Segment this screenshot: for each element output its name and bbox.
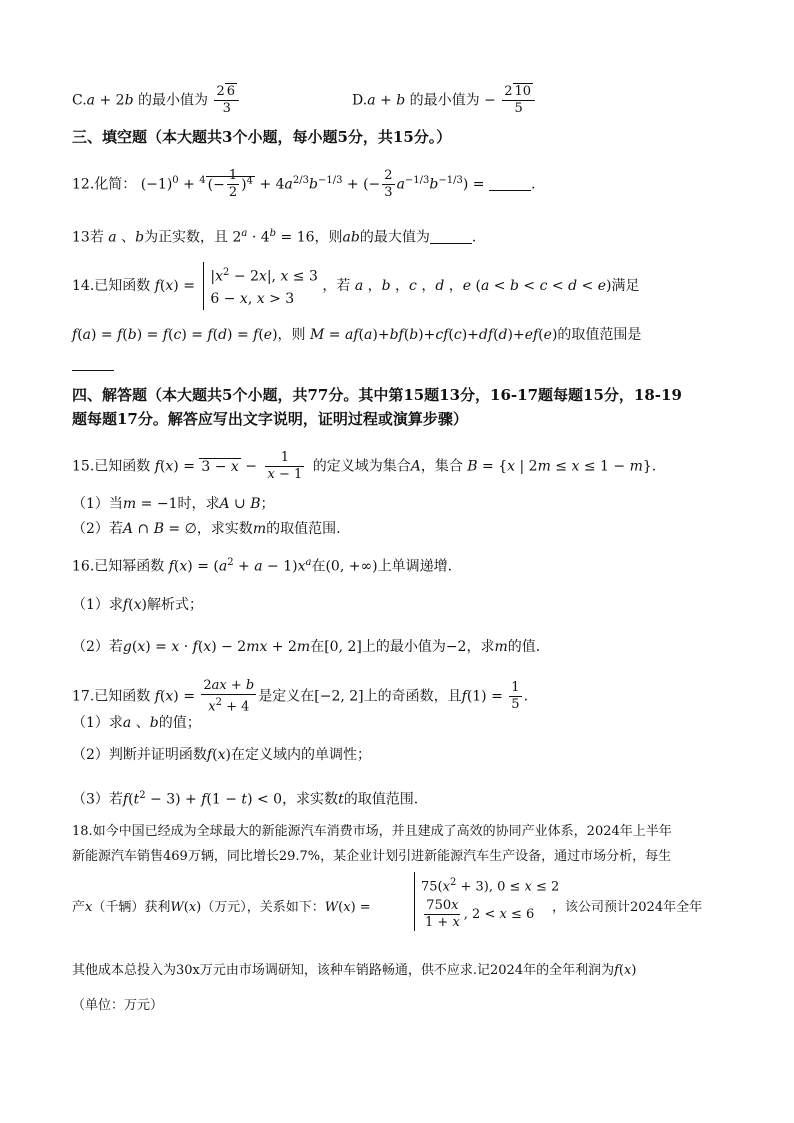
question-12: 12.化简： $(-1)^0 + ^4$ (− $\frac{1}{2}$ )$^4 + 4a^{2/3}b^{-1/3}$ + (− $\frac{2}{3}$ $a^{-1/3}b^{-1/3}$) = . — [72, 168, 536, 200]
question-18-line5: （单位：万元） — [72, 998, 164, 1013]
question-15-part1: （1）当m = −1时，求A ∪ B； — [72, 496, 275, 512]
question-17: 17.已知函数 f(x) = $\frac{2ax + b}{x^2 + 4}$ 是定义在[−2, 2]上的奇函数，且f(1) = $\frac{1}{5}$ . — [72, 678, 529, 715]
answer-blank[interactable] — [430, 243, 472, 244]
section-fill-in-heading: 三、填空题（本大题共3个小题，每小题5分，共15分。） — [72, 128, 452, 146]
question-14-cont: f(a) = f(b) = f(c) = f(d) = f(e)，则 M = af(a)+bf(b)+cf(c)+df(d)+ef(e)的取值范围是 — [72, 327, 642, 343]
question-17-part3: （3）若$f(t^2 - 3) + f(1 - t) < 0$，求实数t的取值范围. — [72, 790, 419, 808]
question-15: 15.已知函数 f(x) = 3 − x − $\frac{1}{x - 1}$ 的定义域为集合A，集合 B = {x | 2m ≤ x ≤ 1 − m}. — [72, 450, 657, 482]
section-answer-heading-cont: 题每题17分。解答应写出文字说明，证明过程或演算步骤） — [72, 410, 468, 428]
question-15-part2: （2）若A ∩ B = ∅，求实数m的取值范围. — [72, 521, 341, 537]
question-18-line1: 18.如今中国已经成为全球最大的新能源汽车消费市场，并且建成了高效的协同产业体系，2024年上半年 — [72, 824, 672, 839]
question-13: 13若 a 、b为正实数，且 $2^a \cdot 4^b = 16$，则ab的最大值为 . — [72, 228, 477, 246]
question-17-part1: （1）求a 、b的值； — [72, 715, 201, 731]
question-14-blank[interactable] — [72, 355, 114, 375]
option-d: D.a + b 的最小值为 − $\frac{2 10}{5}$ — [352, 84, 537, 117]
question-18-piecewise: $75(x^2 + 3)$, 0 ≤ x ≤ 2 $\frac{750x}{1 + x}$ , 2 < x ≤ 6 — [414, 872, 559, 931]
question-17-part2: （2）判断并证明函数f(x)在定义域内的单调性； — [72, 747, 371, 763]
section-answer-heading: 四、解答题（本大题共5个小题，共77分。其中第15题13分，16-17题每题15分，18-19 — [72, 386, 682, 404]
question-18-line4: 其他成本总投入为30x万元由市场调研知，该种车销路畅通，供不应求.记2024年的全年利润为f(x) — [72, 963, 637, 978]
question-18-line2: 新能源汽车销售469万辆，同比增长29.7%，某企业计划引进新能源汽车生产设备，通过市场分析，每生 — [72, 849, 672, 864]
question-18-line3: 产x（千辆）获利W(x)（万元），关系如下：W(x) = — [72, 900, 371, 915]
question-16: 16.已知幂函数 $f(x) = (a^2 + a - 1)x^a$在(0, +∞)上单调递增. — [72, 557, 453, 575]
answer-blank[interactable] — [489, 190, 531, 191]
question-14: 14.已知函数 f(x) = $|x^2 - 2x|$, x ≤ 3 6 − x, x > 3 ，若 a ，b ，c ，d ，e (a < b < c < d < e)满足 — [72, 262, 639, 310]
question-16-part2: （2）若g(x) = x · f(x) − 2mx + 2m在[0, 2]上的最小值为−2，求m的值. — [72, 639, 541, 655]
question-16-part1: （1）求f(x)解析式； — [72, 597, 203, 613]
question-18-line3-tail: ，该公司预计2024年全年 — [552, 900, 703, 915]
option-c: C.a + 2b 的最小值为 $\frac{2 6}{3}$ — [72, 84, 241, 117]
